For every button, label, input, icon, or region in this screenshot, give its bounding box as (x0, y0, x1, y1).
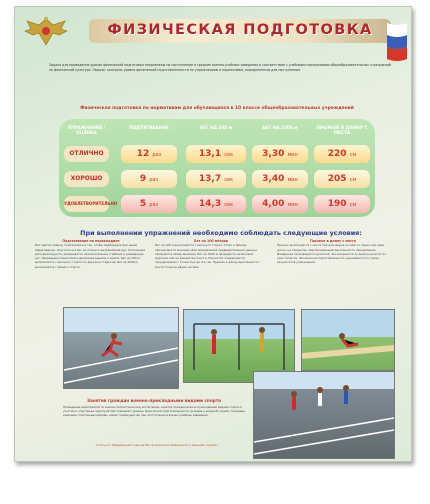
table-cell: 205 см (314, 170, 370, 188)
table-cell: 3,30 мин (252, 145, 308, 163)
table-cell: 12 раз (121, 145, 177, 163)
table-cell: 220 см (314, 145, 370, 163)
sport-text: Проведение мероприятий по военно-патриотическому воспитанию, занятия граждан военно-прикладными видами спорта и участие в спортивных мероприятиях повышают уровень физической подготовленности граждан к военной службе. Граждане, имеющие спортивные разряды, имеют преимущество при поступлении в военно-учебные заведения. (63, 405, 246, 418)
table-cell: 13,1 сек (186, 145, 246, 163)
column-heading: Прыжок в длину с места (310, 239, 356, 243)
rules-column-3 (277, 239, 389, 265)
table-cell: 5 раз (121, 195, 177, 213)
intro-text: Задачи для проведения уроков физической подготовки направлены на поступление в средние военно-учебные заведения и соответствие с учебными программами общеобразовательных учреждений по физической культуре. Задачи: контроль уровня физической подготовленности по упражнениям и нормативам, определенным для поступления. (49, 63, 391, 72)
grade-satisfactory: УДОВЛЕТВОРИТЕЛЬНО (64, 196, 109, 212)
column-text: Бег на 100 м выполняется с высокого старта. Старт и финиш обозначаются линиями. Для определения предварительных данных проводится замер времени. Бег на 1000 м проводится на беговой дорожке или на ровной местности. Результат определяется секундомером с точностью до 0,1 сек. Прыжок в длину выполняется с места толчком двумя ногами. (155, 243, 261, 269)
header-jump: ПРЫЖОК В ДЛИНУ С МЕСТА (316, 125, 368, 135)
rules-heading: При выполнении упражнений необходимо соблюдать следующие условия: (80, 229, 362, 237)
photo-long-jump (301, 309, 395, 371)
photo-sprint-start (63, 307, 179, 389)
standards-table (59, 119, 375, 217)
header-pullups: ПОДТЯГИВАНИЕ (129, 125, 169, 130)
sport-heading: Занятия граждан военно-прикладными видами спорта (87, 398, 221, 403)
photo-group-start (253, 371, 395, 459)
standards-title: Физическая подготовка по нормативам для обучающихся в 10 классе общеобразовательных учреждений (80, 106, 354, 111)
rules-column-2 (155, 239, 267, 269)
column-text: Вис хватом сверху, подтягиваться так, чтобы подбородок был выше перекладины, опуститься в вис до полного выпрямления рук. Положение виса фиксируется, разрешается незначительное сгибание и разведение ног. Запрещается выполнять движения рывком и махом. Бег на 100 м выполняется с высокого старта по дорожке стадиона. Бег на 1000 м выполняется с общего старта. (35, 243, 146, 269)
title-banner (89, 19, 391, 43)
table-cell: 9 раз (121, 170, 177, 188)
column-heading: Бег на 100 метров (194, 239, 228, 243)
grade-good: ХОРОШО (64, 171, 109, 187)
page-title: ФИЗИЧЕСКАЯ ПОДГОТОВКА (107, 22, 373, 38)
table-cell: 3,40 мин (252, 170, 308, 188)
russian-flag-icon (385, 21, 409, 63)
table-cell: 13,7 сек (186, 170, 246, 188)
header-run1000: БЕГ НА 1000 м (262, 125, 298, 130)
footer-law-reference: Статья 11 Федерального закона РФ «О воинской обязанности и военной службе» (96, 443, 218, 447)
table-cell: 4,00 мин (252, 195, 308, 213)
column-heading: Подтягивание на перекладине (62, 239, 120, 243)
column-text: Прыжок выполняется с места толчком двумя ногами от линии или края доски, на покрытии, обеспечивающем безопасность приземления. Измерение производится рулеткой. Засчитывается лучший результат из трех попыток. Физическая подготовленность оценивается по сумме результатов упражнений. (277, 243, 386, 265)
rules-column-1 (35, 239, 147, 269)
eagle-emblem-icon (21, 15, 71, 49)
grade-excellent: ОТЛИЧНО (64, 146, 109, 162)
header-grade: УПРАЖНЕНИЕ / ОЦЕНКА (67, 125, 106, 135)
poster-board (14, 6, 412, 462)
table-cell: 14,3 сек (186, 195, 246, 213)
table-cell: 190 см (314, 195, 370, 213)
header-run100: БЕГ НА 100 м (199, 125, 232, 130)
